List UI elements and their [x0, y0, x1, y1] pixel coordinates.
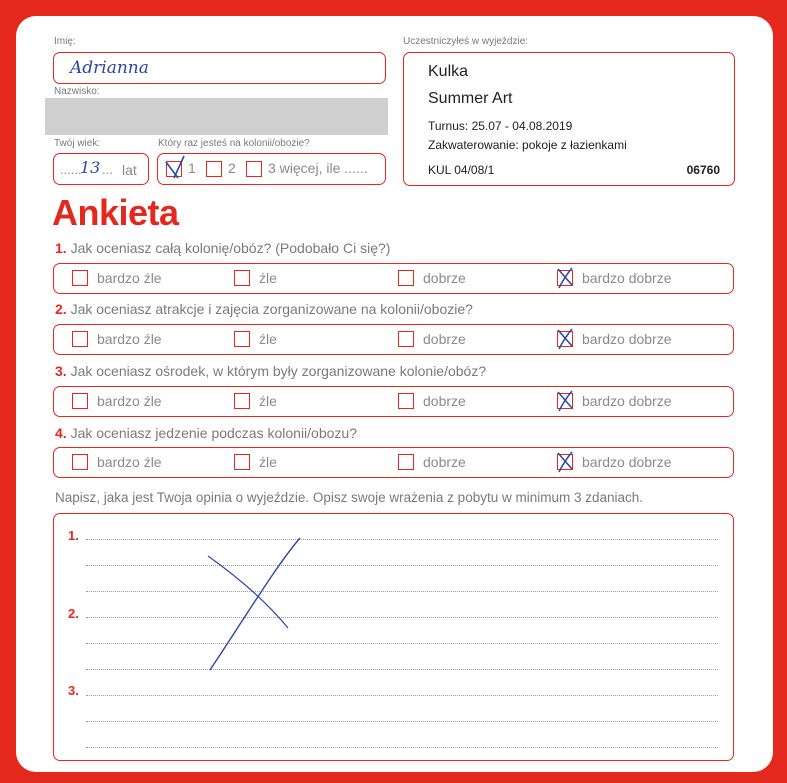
rating-checkbox[interactable] — [72, 454, 88, 470]
writing-line — [86, 565, 718, 566]
writing-line — [86, 643, 718, 644]
question-1-options — [53, 263, 734, 294]
rating-option-label: bardzo dobrze — [582, 270, 672, 286]
rating-checkbox[interactable] — [234, 393, 250, 409]
opinion-number-1: 1. — [68, 528, 79, 543]
writing-line — [86, 539, 718, 540]
participant-number: 06760 — [686, 163, 720, 177]
times-option-3: 3 więcej, ile ...... — [268, 160, 368, 176]
question-4-options — [53, 447, 734, 478]
last-name-redacted — [45, 98, 388, 135]
rating-option-label: dobrze — [423, 393, 466, 409]
opinion-prompt: Napisz, jaka jest Twoja opinia o wyjeździe. Opisz swoje wrażenia z pobytu w minimum 3 zdaniach. — [55, 490, 644, 505]
rating-option-label: bardzo źle — [97, 393, 162, 409]
question-label: Jak oceniasz atrakcje i zajęcia zorganizowane na kolonii/obozie? — [70, 301, 473, 317]
question-1-text — [55, 240, 390, 256]
check-mark-icon — [164, 156, 188, 180]
rating-checkbox[interactable] — [398, 331, 414, 347]
question-2-text — [55, 301, 473, 317]
participant-code: KUL 04/08/1 — [428, 163, 495, 177]
rating-checkbox[interactable] — [72, 331, 88, 347]
opinion-field[interactable] — [53, 513, 734, 761]
check-mark-icon — [555, 266, 577, 290]
participant-label: Uczestniczyłeś w wyjeździe: — [403, 36, 529, 47]
rating-checkbox[interactable] — [72, 393, 88, 409]
times-option-2: 2 — [228, 160, 236, 176]
rating-checkbox[interactable] — [72, 270, 88, 286]
rating-checkbox[interactable] — [234, 331, 250, 347]
rating-checkbox[interactable] — [234, 270, 250, 286]
rating-option-label: bardzo źle — [97, 270, 162, 286]
writing-line — [86, 695, 718, 696]
question-4-text — [55, 425, 357, 441]
rating-checkbox[interactable] — [398, 454, 414, 470]
question-number: 4. — [55, 425, 67, 441]
participant-accommodation: Zakwaterowanie: pokoje z łazienkami — [428, 138, 627, 152]
writing-line — [86, 721, 718, 722]
rating-option-label: źle — [259, 270, 277, 286]
question-number: 3. — [55, 363, 67, 379]
times-checkbox-3[interactable] — [246, 161, 262, 177]
rating-option-label: dobrze — [423, 331, 466, 347]
participant-program: Summer Art — [428, 90, 513, 107]
rating-option-label: dobrze — [423, 270, 466, 286]
rating-option-label: źle — [259, 454, 277, 470]
age-dots-before: ...... — [60, 162, 82, 177]
times-label: Który raz jesteś na kolonii/obozie? — [158, 138, 310, 149]
writing-line — [86, 591, 718, 592]
question-label: Jak oceniasz jedzenie podczas kolonii/obozu? — [70, 425, 357, 441]
rating-option-label: bardzo źle — [97, 454, 162, 470]
question-3-text — [55, 363, 486, 379]
rating-option-label: bardzo źle — [97, 331, 162, 347]
question-3-options — [53, 386, 734, 417]
question-label: Jak oceniasz całą kolonię/obóz? (Podobało Ci się?) — [70, 240, 391, 256]
rating-option-label: bardzo dobrze — [582, 454, 672, 470]
survey-title: Ankieta — [52, 192, 179, 233]
check-mark-icon — [555, 327, 577, 351]
first-name-value: Adrianna — [70, 58, 149, 78]
participant-turnus: Turnus: 25.07 - 04.08.2019 — [428, 119, 573, 133]
check-mark-icon — [555, 450, 577, 474]
rating-checkbox[interactable] — [398, 270, 414, 286]
question-number: 1. — [55, 240, 67, 256]
rating-option-label: bardzo dobrze — [582, 393, 672, 409]
question-label: Jak oceniasz ośrodek, w którym były zorganizowane kolonie/obóz? — [70, 363, 487, 379]
last-name-label: Nazwisko: — [54, 86, 100, 97]
opinion-number-3: 3. — [68, 683, 79, 698]
rating-option-label: bardzo dobrze — [582, 331, 672, 347]
writing-line — [86, 617, 718, 618]
survey-sheet — [16, 16, 773, 772]
rating-option-label: dobrze — [423, 454, 466, 470]
pen-cross-mark-icon — [196, 536, 306, 676]
rating-option-label: źle — [259, 331, 277, 347]
participant-box — [403, 52, 735, 186]
times-option-1: 1 — [188, 160, 196, 176]
times-checkbox-2[interactable] — [206, 161, 222, 177]
writing-line — [86, 747, 718, 748]
question-2-options — [53, 324, 734, 355]
rating-checkbox[interactable] — [234, 454, 250, 470]
participant-name: Kulka — [428, 63, 469, 80]
check-mark-icon — [555, 389, 577, 413]
age-field[interactable] — [53, 153, 149, 185]
times-field — [157, 153, 386, 185]
age-label: Twój wiek: — [54, 138, 101, 149]
age-value: 13 — [80, 158, 101, 177]
first-name-field[interactable] — [53, 52, 386, 84]
writing-line — [86, 669, 718, 670]
rating-option-label: źle — [259, 393, 277, 409]
first-name-label: Imię: — [54, 36, 76, 47]
question-number: 2. — [55, 301, 67, 317]
rating-checkbox[interactable] — [398, 393, 414, 409]
opinion-number-2: 2. — [68, 606, 79, 621]
age-unit: lat — [122, 162, 137, 178]
age-dots-after: ... — [102, 162, 113, 177]
